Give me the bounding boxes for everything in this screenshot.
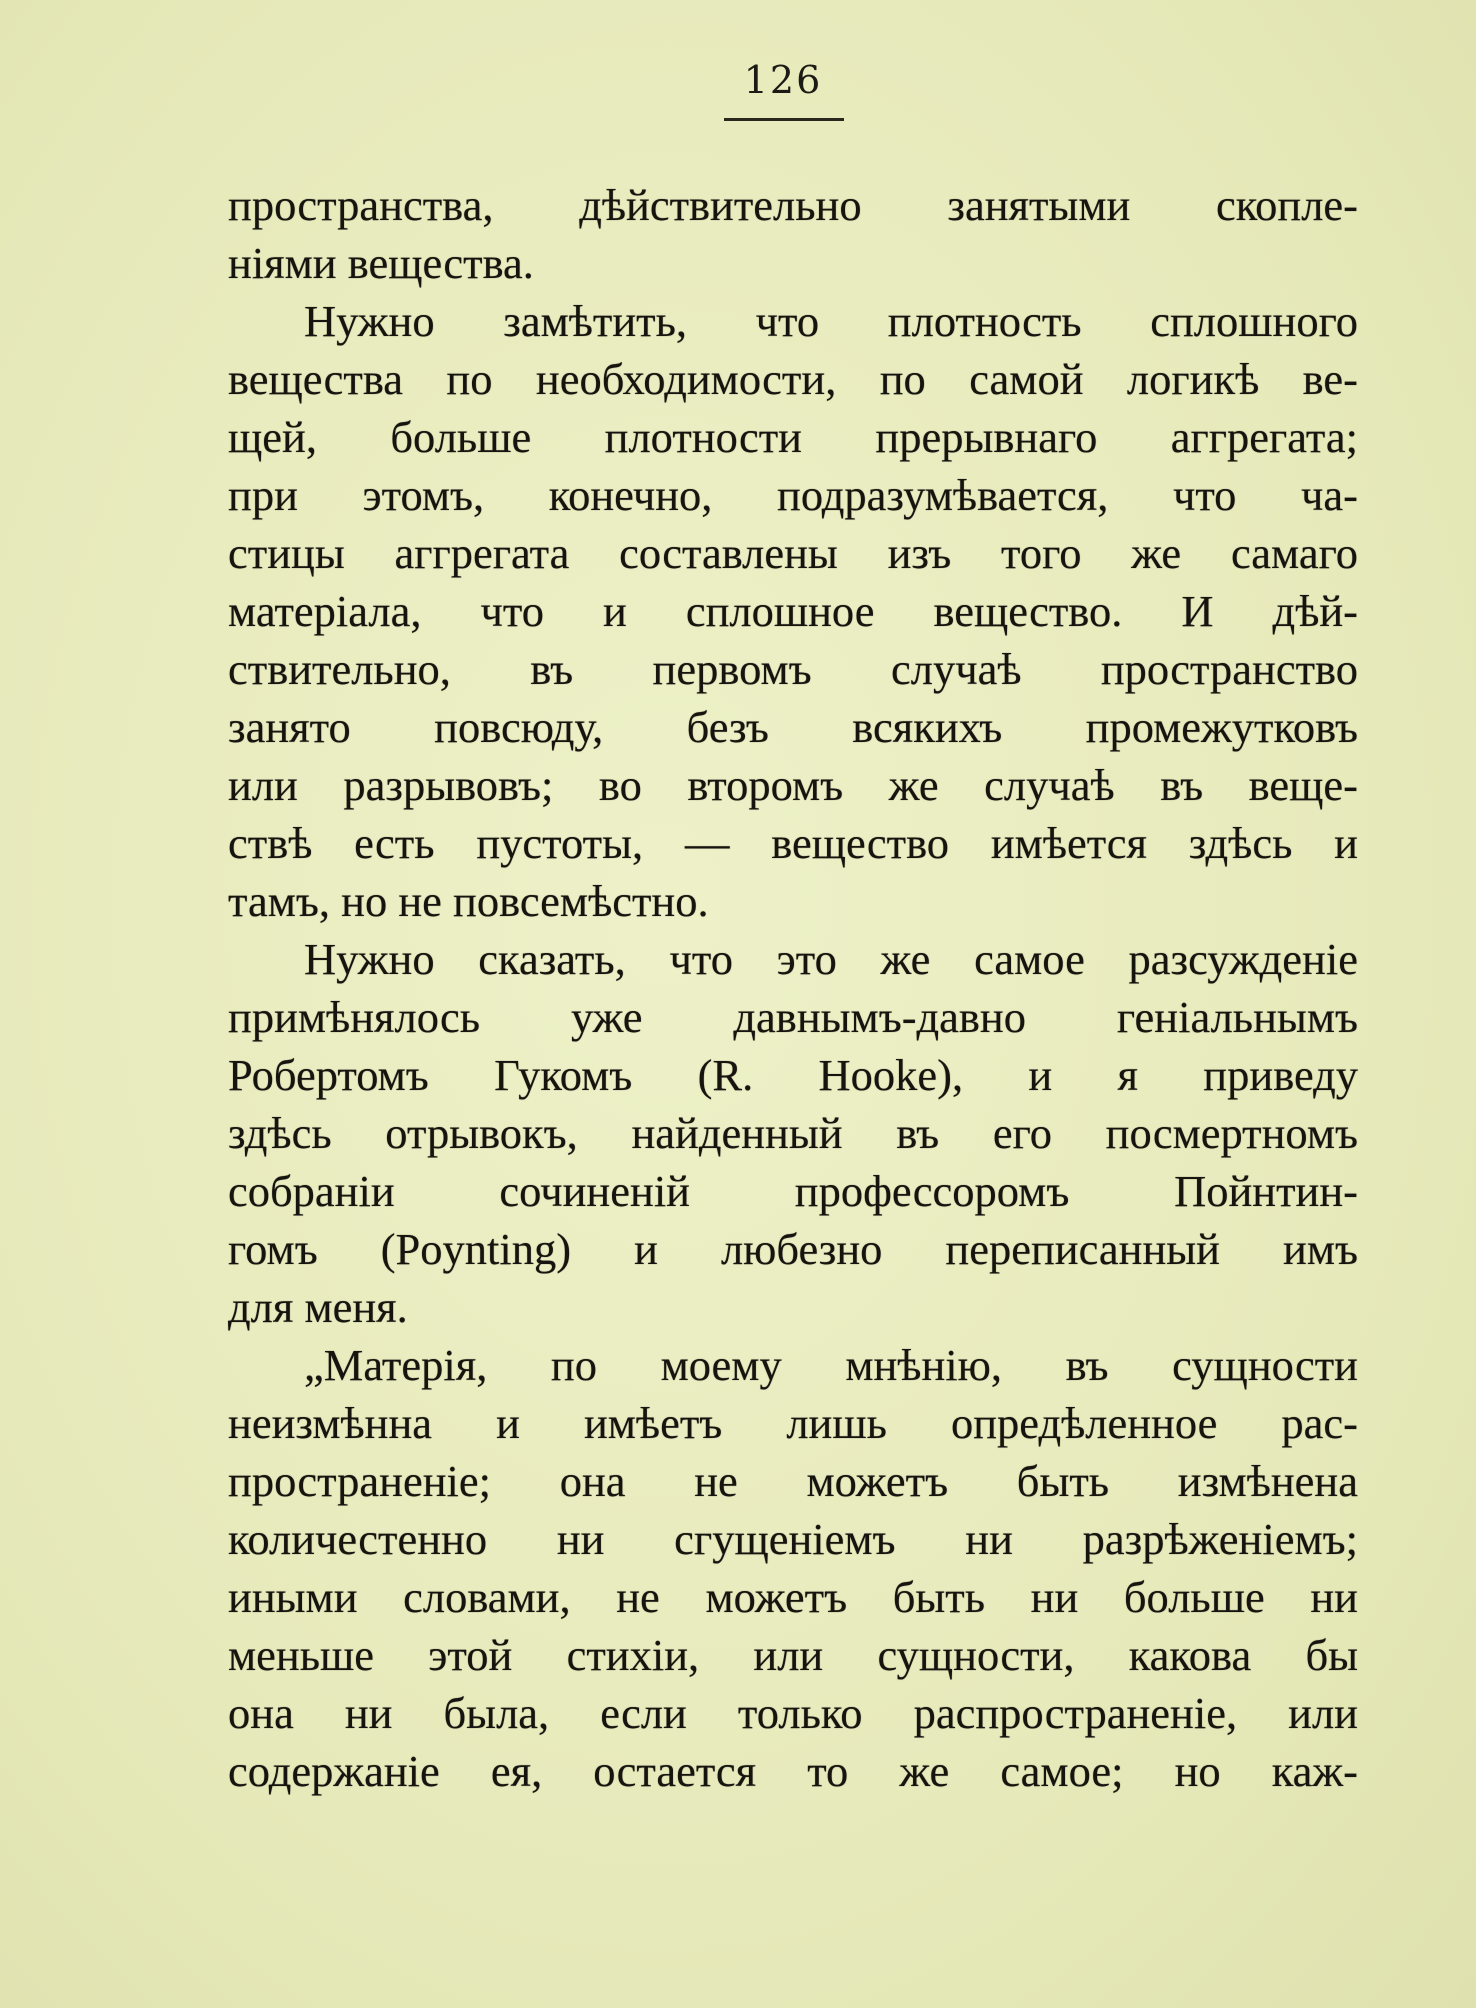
- text-line: количестенно ни сгущеніемъ ни разрѣженіемъ;: [228, 1514, 1358, 1564]
- text-line: собраніи сочиненій профессоромъ Пойнтин-: [228, 1166, 1358, 1216]
- text-line: гомъ (Poynting) и любезно переписанный имъ: [228, 1224, 1358, 1274]
- text-line: она ни была, если только распространеніе, или: [228, 1688, 1358, 1738]
- text-line: стицы аггрегата составлены изъ того же самаго: [228, 528, 1358, 578]
- text-line: пространеніе; она не можетъ быть измѣнена: [228, 1456, 1358, 1506]
- text-line: занято повсюду, безъ всякихъ промежутковъ: [228, 702, 1358, 752]
- header-rule: [724, 118, 844, 121]
- text-line: „Матерія, по моему мнѣнію, въ сущности: [304, 1340, 1358, 1390]
- text-line: или разрывовъ; во второмъ же случаѣ въ веще-: [228, 760, 1358, 810]
- text-line: ствительно, въ первомъ случаѣ пространство: [228, 644, 1358, 694]
- text-line: пространства, дѣйствительно занятыми скопле-: [228, 180, 1358, 230]
- text-line: неизмѣнна и имѣетъ лишь опредѣленное рас-: [228, 1398, 1358, 1448]
- text-line: примѣнялось уже давнымъ-давно геніальнымъ: [228, 992, 1358, 1042]
- text-line: вещества по необходимости, по самой логикѣ ве-: [228, 354, 1358, 404]
- text-line: щей, больше плотности прерывнаго аггрегата;: [228, 412, 1358, 462]
- text-line: здѣсь отрывокъ, найденный въ его посмертномъ: [228, 1108, 1358, 1158]
- text-line: ствѣ есть пустоты, — вещество имѣется здѣсь и: [228, 818, 1358, 868]
- text-line: Робертомъ Гукомъ (R. Hooke), и я приведу: [228, 1050, 1358, 1100]
- text-line: ніями вещества.: [228, 238, 534, 288]
- text-line: меньше этой стихіи, или сущности, какова бы: [228, 1630, 1358, 1680]
- page-number: 126: [743, 58, 823, 102]
- text-line: Нужно сказать, что это же самое разсужденіе: [304, 934, 1358, 984]
- text-line: матеріала, что и сплошное вещество. И дѣй-: [228, 586, 1358, 636]
- body-text: [228, 176, 1358, 1800]
- text-line: Нужно замѣтить, что плотность сплошного: [304, 296, 1358, 346]
- text-line: иными словами, не можетъ быть ни больше ни: [228, 1572, 1358, 1622]
- text-line: для меня.: [228, 1282, 408, 1332]
- text-line: тамъ, но не повсемѣстно.: [228, 876, 709, 926]
- text-line: содержаніе ея, остается то же самое; но каж-: [228, 1746, 1358, 1796]
- text-line: при этомъ, конечно, подразумѣвается, что ча-: [228, 470, 1358, 520]
